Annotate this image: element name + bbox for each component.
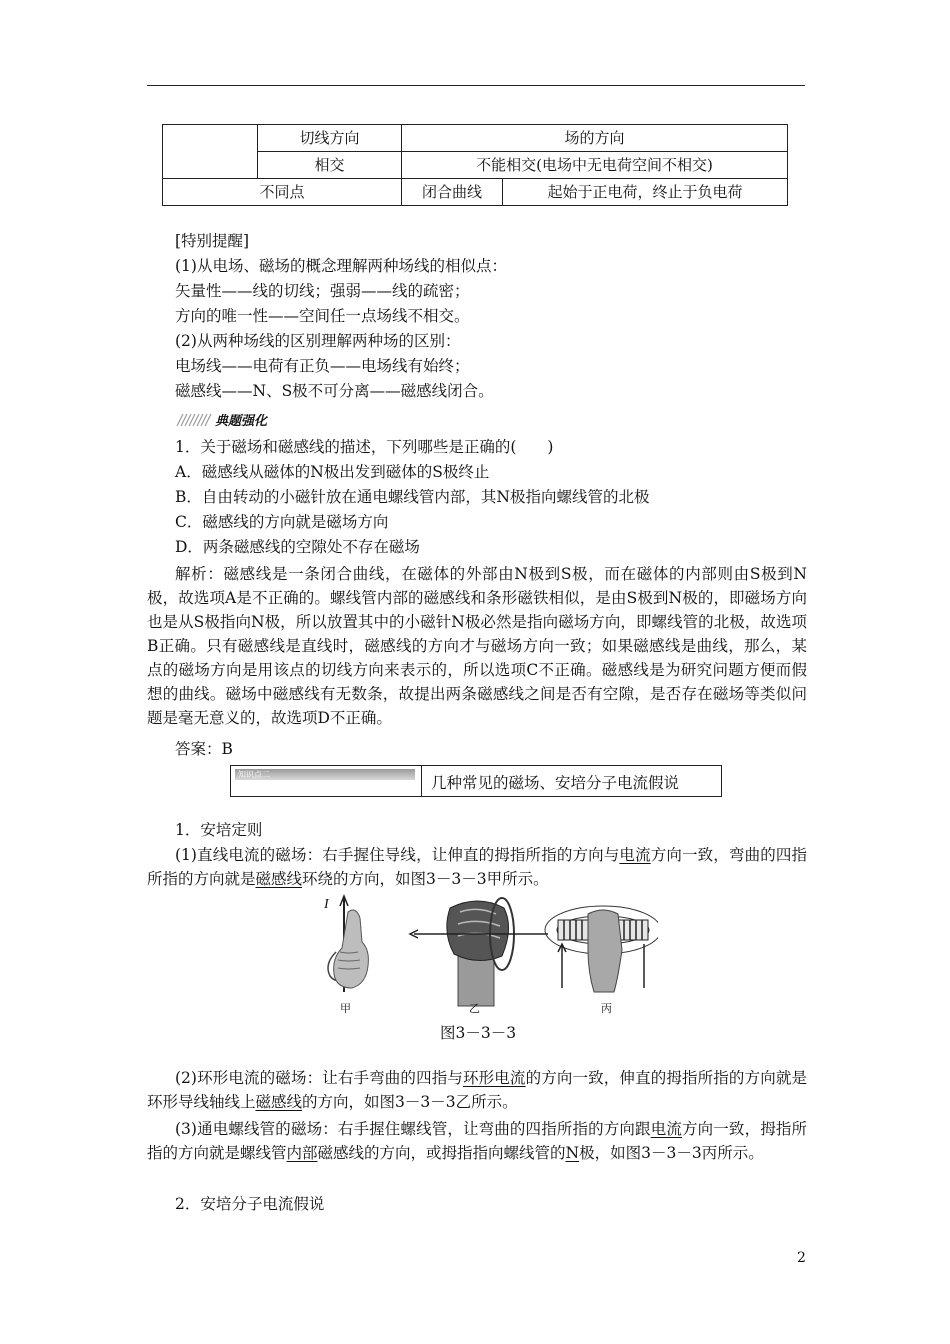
text-run: 极，如图3－3－3丙所示。 — [579, 1144, 764, 1162]
knowledge-divider — [421, 766, 422, 796]
underlined-term: 磁感线 — [255, 1093, 303, 1111]
comparison-table — [162, 124, 788, 206]
figure-label-bing: 丙 — [601, 1002, 612, 1015]
answer: 答案：B — [175, 740, 233, 758]
analysis-paragraph: 解析：磁感线是一条闭合曲线，在磁体的外部由N极到S极，而在磁体的内部则由S极到N极，故选项A是不正确的。螺线管内部的磁感线和条形磁铁相似，是由S极到N极的，即磁场方向也是从S极指向N极，所以放置其中的小磁针N极必然是指向磁场方向，即螺线管的北极，故选项B正确。只有磁感线是直线时，磁感线的方向才与磁场方向一致；如果磁感线是曲线，那么，某点的磁场方向是用该点的切线方向来表示的，所以选项C不正确。磁感线是为研究问题方便而假想的曲线。磁场中磁感线有无数条，故提出两条磁感线之间是否有空隙，是否存在磁场等类似问题是毫无意义的，故选项D不正确。 — [147, 565, 807, 727]
section-ribbon-label: 典题强化 — [215, 414, 268, 429]
table-cell — [163, 125, 258, 179]
table-cell: 场的方向 — [402, 125, 788, 152]
page-number: 2 — [797, 1250, 806, 1266]
reminder-title: [特别提醒] — [175, 232, 250, 250]
text-run: 的方向一致，伸直的拇指所指的方向就是环形导线轴线上 — [147, 1069, 807, 1111]
underlined-term: 电流 — [619, 846, 651, 864]
text-run: 的方向，如图3－3－3乙所示。 — [302, 1093, 518, 1111]
reminder-line: 方向的唯一性——空间任一点场线不相交。 — [175, 307, 470, 325]
table-cell: 不能相交(电场中无电荷空间不相交) — [402, 152, 788, 179]
ampere-rule-figure — [318, 892, 658, 1016]
ring-current-illustration — [410, 898, 548, 1006]
hypothesis-heading: 2．安培分子电流假说 — [175, 1195, 325, 1213]
question-option: B．自由转动的小磁针放在通电螺线管内部，其N极指向螺线管的北极 — [175, 488, 650, 506]
text-run: 磁感线的方向，或拇指指向螺线管的 — [317, 1144, 566, 1162]
reminder-line: (2)从两种场线的区别理解两种场的区别： — [175, 332, 461, 350]
table-cell: 闭合曲线 — [402, 179, 503, 206]
underlined-term: N — [565, 1144, 580, 1162]
text-run: (3)通电螺线管的磁场：右手握住螺线管，让弯曲的四指所指的方向跟 — [175, 1120, 651, 1138]
ampere-paragraph-1 — [147, 843, 807, 891]
figure-label-yi: 乙 — [469, 1002, 480, 1015]
reminder-line: 矢量性——线的切线；强弱——线的疏密； — [175, 282, 470, 300]
knowledge-tag: 知识点二 — [235, 769, 415, 780]
table-cell: 起始于正电荷，终止于负电荷 — [503, 179, 788, 206]
table-cell: 不同点 — [163, 179, 402, 206]
reminder-line: (1)从电场、磁场的概念理解两种场线的相似点： — [175, 257, 507, 275]
table-row — [163, 125, 788, 152]
ampere-paragraph-2 — [147, 1066, 807, 1114]
figure-label-jia: 甲 — [340, 1002, 351, 1015]
text-run: 环绕的方向，如图3－3－3甲所示。 — [302, 870, 549, 888]
table-row — [163, 179, 788, 206]
knowledge-box — [230, 765, 722, 797]
text-run: (1)直线电流的磁场：右手握住导线，让伸直的拇指所指的方向与 — [175, 846, 620, 864]
question-stem: 1．关于磁场和磁感线的描述，下列哪些是正确的( ) — [175, 438, 554, 456]
underlined-term: 环形电流 — [463, 1069, 526, 1087]
question-option: A．磁感线从磁体的N极出发到磁体的S极终止 — [175, 463, 490, 481]
straight-current-illustration — [328, 896, 368, 992]
text-run: 方向一致，弯曲的四指所指的方向就是 — [147, 846, 807, 888]
question-option: D．两条磁感线的空隙处不存在磁场 — [175, 538, 420, 556]
ampere-paragraph-3 — [147, 1117, 807, 1165]
underlined-term: 磁感线 — [255, 870, 303, 888]
question-option: C．磁感线的方向就是磁场方向 — [175, 513, 389, 531]
reminder-line: 磁感线——N、S极不可分离——磁感线闭合。 — [175, 382, 494, 400]
section-ribbon — [175, 411, 275, 429]
figure-caption: 图3－3－3 — [440, 1024, 517, 1042]
text-run: (2)环形电流的磁场：让右手弯曲的四指与 — [175, 1069, 463, 1087]
table-cell: 切线方向 — [258, 125, 402, 152]
reminder-line: 电场线——电荷有正负——电场线有始终； — [175, 357, 470, 375]
table-cell: 相交 — [258, 152, 402, 179]
underlined-term: 电流 — [650, 1120, 682, 1138]
knowledge-title: 几种常见的磁场、安培分子电流假说 — [431, 774, 680, 792]
text-run: 方向一致，拇指所指的方向就是螺线管 — [147, 1120, 807, 1162]
underlined-term: 内部 — [286, 1144, 318, 1162]
ampere-heading: 1．安培定则 — [175, 821, 263, 839]
current-symbol: I — [324, 897, 329, 912]
solenoid-illustration — [545, 906, 658, 992]
header-rule — [147, 85, 805, 86]
